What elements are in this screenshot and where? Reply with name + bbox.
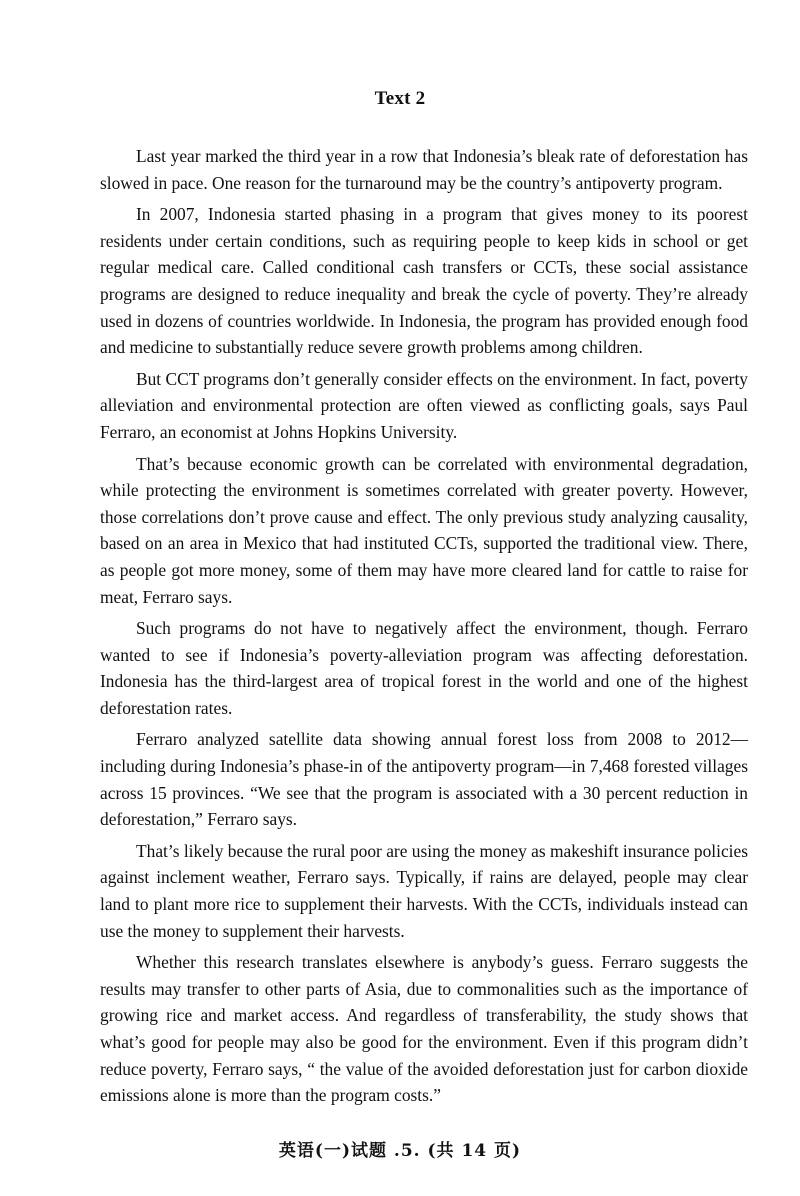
paragraph-8: Whether this research translates elsewhere is anybody’s guess. Ferraro suggests the results may transfer to other parts of Asia, due to commonalities such as the importance of growing rice and market access. And regardless of transferability, the study shows that what’s good for people may also be good for the environment. Even if this program didn’t reduce poverty, Ferraro says, “ the value of the avoided deforestation just for carbon dioxide emissions alone is more than the program costs.” <box>100 952 748 1106</box>
paragraph-6: Ferraro analyzed satellite data showing annual forest loss from 2008 to 2012—including during Indonesia’s phase-in of the antipoverty program—in 7,468 forested villages across 15 provinces. “We see that the program is associated with a 30 percent reduction in deforestation,” Ferraro says. <box>100 729 748 830</box>
paragraph-5: Such programs do not have to negatively affect the environment, though. Ferraro wanted to see if Indonesia’s poverty-alleviation program was affecting deforestation. Indonesia has the third-largest area of tropical forest in the world and one of the highest deforestation rates. <box>100 618 748 718</box>
paragraph-3: But CCT programs don’t generally consider effects on the environment. In fact, poverty alleviation and environmental protection are often viewed as conflicting goals, says Paul Ferraro, an economist at Johns Hopkins University. <box>100 368 748 442</box>
passage-body <box>100 143 748 1114</box>
paragraph-1: Last year marked the third year in a row that Indonesia’s bleak rate of deforestation has slowed in pace. One reason for the turnaround may be the country’s antipoverty program. <box>100 146 748 193</box>
paragraph-2: In 2007, Indonesia started phasing in a program that gives money to its poorest residents under certain conditions, such as requiring people to keep kids in school or get regular medical care. Called conditional cash transfers or CCTs, these social assistance programs are designed to reduce inequality and break the cycle of poverty. They’re already used in dozens of countries worldwide. In Indonesia, the program has provided enough food and medicine to substantially reduce severe growth problems among children. <box>100 204 748 358</box>
paragraph-4: That’s because economic growth can be correlated with environmental degradation, while protecting the environment is sometimes correlated with greater poverty. However, those correlations don’t prove cause and effect. The only previous study analyzing causality, based on an area in Mexico that had instituted CCTs, supported the traditional view. There, as people got more money, some of them may have more cleared land for cattle to raise for meat, Ferraro says. <box>100 453 748 607</box>
paragraph-7: That’s likely because the rural poor are using the money as makeshift insurance policies against inclement weather, Ferraro says. Typically, if rains are delayed, people may clear land to plant more rice to supplement their harvests. With the CCTs, individuals instead can use the money to supplement their harvests. <box>100 840 748 941</box>
passage-title: Text 2 <box>374 88 426 109</box>
page-footer: 英语(一)试题 .5. (共 14 页) <box>278 1141 522 1161</box>
